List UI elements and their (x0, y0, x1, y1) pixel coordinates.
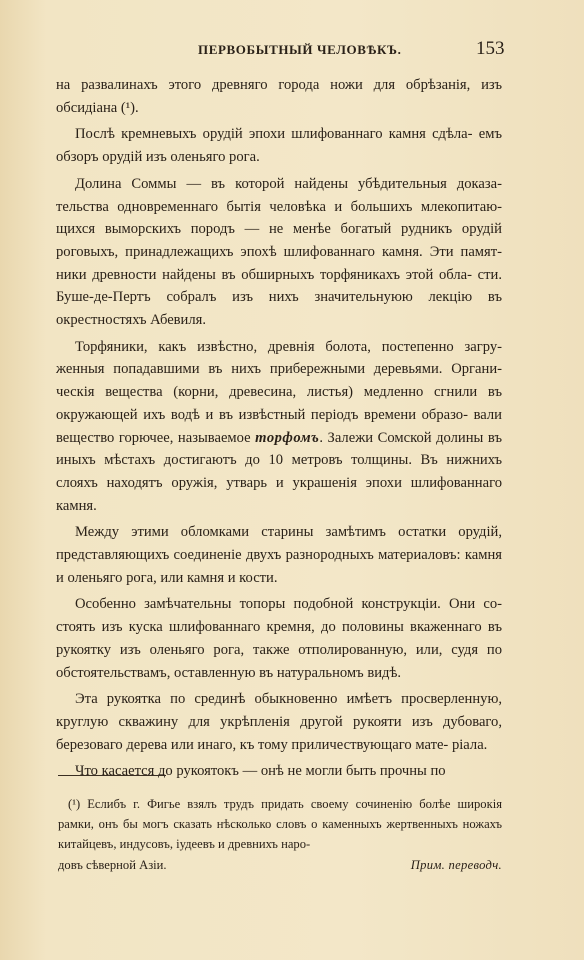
paragraph: Особенно замѣчательны топоры подобной конструкціи. Они со- стоять изъ куска шлифованнаго кремня, до половины вкаженнаго въ рукоятку изъ оленьяго рога, также отполированную, или, судя по обстоятельствамъ, оставленную въ натуральномъ видѣ. (56, 596, 502, 681)
translator-note-signature: Прим. переводч. (410, 857, 502, 872)
paragraph-continuation: на развалинахъ этого древняго города ножи для обрѣзанія, изъ обсидіана (¹). (56, 77, 502, 116)
footnote-last-line: довъ сѣверной Азіи. Прим. переводч. (58, 855, 502, 875)
paragraph: Между этими обломками старины замѣтимъ остатки орудій, представляющихъ соединеніе двухъ разнородныхъ материаловъ: камня и оленьяго рога, или камня и кости. (56, 524, 502, 586)
paragraph: Эта рукоятка по срединѣ обыкновенно имѣетъ просверленную, круглую скважину для укрѣпленія другой рукояти изъ дубоваго, березоваго дерева или инаго, къ тому приличествующаго мате- ріала. (56, 691, 502, 753)
running-title: ПЕРВОБЫТНЫЙ ЧЕЛОВѢКЪ. (198, 42, 402, 57)
footnote-divider (58, 775, 166, 776)
main-text (56, 74, 502, 783)
paragraph: Долина Соммы — въ которой найдены убѣдительныя доказа- тельства одновременнаго бытія человѣка и большихъ млекопитаю- щихся выморскихъ породъ — не менѣе богатый рудникъ орудій роговыхъ, принадлежащихъ эпохѣ шлифованнаго камня. Эти памят- ники древности найдены въ обширныхъ торфяникахъ этой обла- сти. Буше-де-Пертъ собралъ изъ нихъ значительнуюю лекцію въ окрестностяхъ Абевиля. (56, 175, 502, 329)
emphasized-term: торфомъ (255, 429, 320, 446)
page-number: 153 (476, 38, 505, 59)
paragraph: Торфяники, какъ извѣстно, древнія болота, постепенно загру- женныя попадавшими въ нихъ прибережными деревьями. Органи- ческія вещества (корни, древесина, листья) медленно сгнили въ окружающей ихъ водѣ и въ извѣстный періодъ времени образо- вали вещество горючее, называемое торфомъ. Залежи Сомской долины въ иныхъ мѣстахъ достигаютъ до 10 метровъ толщины. Въ нижнихъ слояхъ находятъ оружія, утварь и украшенія эпохи шлифованнаго камня. (56, 338, 502, 514)
paragraph: Что касается до рукоятокъ — онѣ не могли быть прочны по (75, 763, 446, 780)
footnote-text: (¹) Еслибъ г. Фигье взялъ трудъ придать своему сочиненію болѣе широкія рамки, онъ бы могъ сказать нѣсколько словъ о каменныхъ жертвенныхъ ножахъ китайцевъ, индусовъ, іудеевъ и древнихъ наро- (58, 797, 503, 852)
footnote (58, 794, 502, 875)
paragraph: Послѣ кремневыхъ орудій эпохи шлифованнаго камня сдѣла- емъ обзоръ орудій изъ оленьяго рога. (56, 126, 502, 166)
page-header (0, 38, 584, 62)
